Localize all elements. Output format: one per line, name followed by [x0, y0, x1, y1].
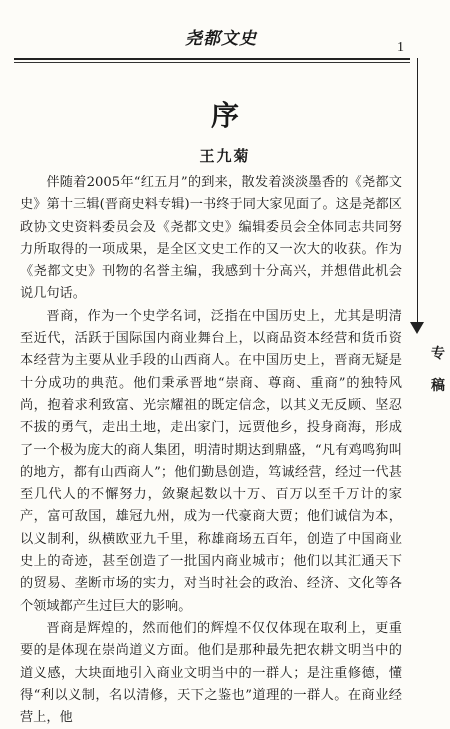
article-body	[20, 172, 402, 729]
article-title: 序	[210, 99, 239, 132]
paragraph: 晋商，作为一个史学名词，泛指在中国历史上，尤其是明清至近代，活跃于国际国内商业舞台上，以商品资本经营和货币资本经营为主要从业手段的山西商人。在中国历史上，晋商无疑是十分成功的典范。他们秉承晋地“崇商、尊商、重商”的独特风尚，抱着求利致富、光宗耀祖的既定信念，以其义无反顾、坚忍不拔的勇气，走出土地，走出家门，远贾他乡，投身商海，形成了一个极为庞大的商人集团，明清时期达到鼎盛，“凡有鸡鸣狗叫的地方，都有山西商人”；他们勤恳创造，笃诚经营，经过一代甚至几代人的不懈努力，敛聚起数以十万、百万以至千万计的家产，富可敌国，雄冠九州，成为一代豪商大贾；他们诚信为本，以义制利，纵横欧亚九千里，称雄商场五百年，创造了中国商业史上的奇迹，甚至创造了一批国内商业城市；他们以其汇通天下的贸易、垄断市场的实力，对当时社会的政治、经济、文化等各个领域都产生过巨大的影响。	[20, 308, 402, 614]
section-label: 专稿	[431, 346, 445, 394]
article-author: 王九菊	[199, 147, 251, 165]
header-rule-thin	[14, 62, 410, 63]
header-rule	[14, 58, 410, 60]
running-header	[0, 0, 450, 60]
page-number: 1	[397, 40, 404, 55]
paragraph: 伴随着2005年“红五月”的到来，散发着淡淡墨香的《尧都文史》第十三辑(晋商史料专辑)一书终于同大家见面了。这是尧都区政协文史资料委员会及《尧都文史》编辑委员会全体同志共同努力所取得的一项成果，是全区文史工作的又一次大的收获。作为《尧都文史》刊物的名誉主编，我感到十分高兴，并想借此机会说几句话。	[20, 175, 402, 302]
paragraph: 晋商是辉煌的，然而他们的辉煌不仅仅体现在取利上，更重要的是体现在崇尚道义方面。他们是那种最先把农耕文明当中的道义感，大块面地引入商业文明当中的一群人；是注重修德，懂得“利以义制，名以清修，天下之鉴也”道理的一群人。在商业经营上，他	[20, 620, 402, 726]
journal-title: 尧都文史	[185, 29, 257, 49]
arrow-down-icon	[410, 322, 424, 334]
